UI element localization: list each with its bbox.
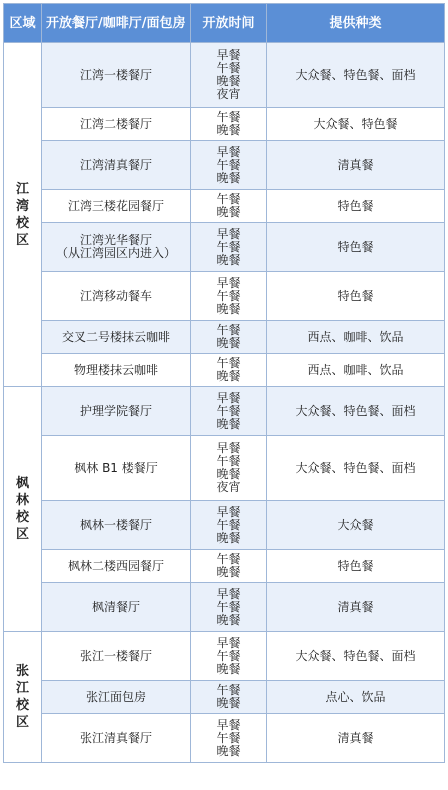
venue-name: 江湾三楼花园餐厅 bbox=[67, 198, 164, 213]
venue-cell bbox=[42, 632, 191, 681]
meal-time: 早餐 bbox=[216, 390, 241, 405]
meal-time: 午餐 bbox=[216, 454, 241, 468]
venue-name: 枫林二楼西园餐厅 bbox=[67, 558, 164, 573]
meal-time: 午餐 bbox=[216, 157, 241, 172]
meal-time: 晚餐 bbox=[216, 743, 241, 758]
meal-time: 夜宵 bbox=[216, 480, 241, 494]
meal-time: 晚餐 bbox=[216, 467, 241, 481]
campus-name-char: 江 bbox=[15, 681, 29, 696]
hours-cell bbox=[191, 436, 267, 501]
table-row bbox=[4, 321, 445, 354]
meal-time: 午餐 bbox=[216, 730, 241, 745]
campus-cell bbox=[4, 43, 42, 387]
types-cell: 大众餐、特色餐、面档 bbox=[267, 436, 445, 501]
meal-time: 午餐 bbox=[216, 61, 241, 75]
hours-cell bbox=[191, 583, 267, 632]
hours-cell bbox=[191, 43, 267, 108]
meal-time: 早餐 bbox=[216, 441, 241, 455]
venue-name: 江湾一楼餐厅 bbox=[79, 67, 152, 82]
campus-name-char: 校 bbox=[15, 215, 29, 231]
campus-name-char: 林 bbox=[15, 493, 29, 508]
venue-cell bbox=[42, 387, 191, 436]
types-cell: 西点、咖啡、饮品 bbox=[267, 321, 445, 354]
venue-cell bbox=[42, 43, 191, 108]
venue-cell bbox=[42, 190, 191, 223]
meal-time: 午餐 bbox=[216, 192, 241, 206]
campus-name-char: 区 bbox=[15, 527, 29, 542]
meal-time: 晚餐 bbox=[216, 123, 241, 137]
table-row bbox=[4, 43, 445, 108]
meal-time: 晚餐 bbox=[216, 170, 241, 185]
meal-time: 夜宵 bbox=[216, 87, 241, 101]
venue-cell bbox=[42, 141, 191, 190]
meal-time: 晚餐 bbox=[216, 416, 241, 431]
hours-cell bbox=[191, 354, 267, 387]
venue-cell bbox=[42, 714, 191, 763]
venue-cell bbox=[42, 550, 191, 583]
venue-name: 江湾清真餐厅 bbox=[79, 157, 152, 172]
meal-time: 早餐 bbox=[216, 226, 241, 241]
canteen-table bbox=[3, 3, 445, 763]
campus-name-char: 枫 bbox=[15, 476, 29, 491]
venue-name: 物理楼抹云咖啡 bbox=[73, 362, 158, 377]
hours-cell bbox=[191, 632, 267, 681]
venue-cell bbox=[42, 223, 191, 272]
meal-time: 午餐 bbox=[216, 552, 241, 566]
hours-cell bbox=[191, 681, 267, 714]
campus-cell bbox=[4, 632, 42, 763]
header-venue: 开放餐厅/咖啡厅/面包房 bbox=[42, 4, 191, 43]
meal-time: 晚餐 bbox=[216, 696, 241, 710]
table-row bbox=[4, 108, 445, 141]
meal-time: 午餐 bbox=[216, 517, 241, 532]
meal-time: 晚餐 bbox=[216, 252, 241, 267]
campus-name-char: 湾 bbox=[15, 198, 29, 214]
types-cell: 特色餐 bbox=[267, 272, 445, 321]
campus-cell bbox=[4, 387, 42, 632]
meal-time: 午餐 bbox=[216, 403, 241, 418]
meal-time: 晚餐 bbox=[216, 661, 241, 676]
venue-cell bbox=[42, 681, 191, 714]
meal-time: 早餐 bbox=[216, 504, 241, 519]
meal-time: 午餐 bbox=[216, 599, 241, 614]
header-hours: 开放时间 bbox=[191, 4, 267, 43]
meal-time: 午餐 bbox=[216, 683, 241, 697]
hours-cell bbox=[191, 272, 267, 321]
hours-cell bbox=[191, 223, 267, 272]
hours-cell bbox=[191, 321, 267, 354]
header-row bbox=[4, 4, 445, 43]
venue-cell bbox=[42, 436, 191, 501]
meal-time: 午餐 bbox=[216, 239, 241, 254]
meal-time: 早餐 bbox=[216, 635, 241, 650]
meal-time: 晚餐 bbox=[216, 74, 241, 88]
types-cell: 特色餐 bbox=[267, 190, 445, 223]
venue-cell bbox=[42, 108, 191, 141]
venue-name: 交叉二号楼抹云咖啡 bbox=[61, 329, 170, 344]
meal-time: 午餐 bbox=[216, 323, 241, 337]
table-row bbox=[4, 714, 445, 763]
types-cell: 清真餐 bbox=[267, 141, 445, 190]
campus-name-char: 江 bbox=[15, 181, 29, 197]
types-cell: 点心、饮品 bbox=[267, 681, 445, 714]
venue-name: 枫林一楼餐厅 bbox=[79, 517, 152, 532]
table-body bbox=[4, 43, 445, 763]
venue-name: 江湾移动餐车 bbox=[79, 288, 152, 303]
types-cell: 特色餐 bbox=[267, 550, 445, 583]
types-cell: 清真餐 bbox=[267, 714, 445, 763]
table-row bbox=[4, 436, 445, 501]
venue-name: 护理学院餐厅 bbox=[79, 403, 152, 418]
campus-name-char: 区 bbox=[15, 715, 29, 730]
table-row bbox=[4, 501, 445, 550]
table-row bbox=[4, 583, 445, 632]
table-row bbox=[4, 550, 445, 583]
meal-time: 早餐 bbox=[216, 144, 241, 159]
venue-name: 张江面包房 bbox=[85, 689, 146, 704]
hours-cell bbox=[191, 108, 267, 141]
table-row bbox=[4, 141, 445, 190]
table-row bbox=[4, 387, 445, 436]
meal-time: 晚餐 bbox=[216, 369, 241, 383]
meal-time: 午餐 bbox=[216, 648, 241, 663]
table-row bbox=[4, 354, 445, 387]
hours-cell bbox=[191, 501, 267, 550]
meal-time: 早餐 bbox=[216, 586, 241, 601]
meal-time: 早餐 bbox=[216, 275, 241, 290]
meal-time: 早餐 bbox=[216, 48, 241, 62]
table-row bbox=[4, 681, 445, 714]
meal-time: 午餐 bbox=[216, 110, 241, 124]
meal-time: 午餐 bbox=[216, 288, 241, 303]
campus-name-char: 校 bbox=[15, 698, 29, 713]
hours-cell bbox=[191, 550, 267, 583]
types-cell: 大众餐、特色餐、面档 bbox=[267, 632, 445, 681]
hours-cell bbox=[191, 387, 267, 436]
types-cell: 大众餐 bbox=[267, 501, 445, 550]
venue-name: 张江一楼餐厅 bbox=[79, 648, 152, 663]
hours-cell bbox=[191, 190, 267, 223]
meal-time: 晚餐 bbox=[216, 565, 241, 579]
meal-time: 午餐 bbox=[216, 356, 241, 370]
meal-time: 晚餐 bbox=[216, 336, 241, 350]
campus-name-char: 张 bbox=[15, 664, 29, 679]
meal-time: 晚餐 bbox=[216, 301, 241, 316]
venue-cell bbox=[42, 583, 191, 632]
meal-time: 早餐 bbox=[216, 717, 241, 732]
types-cell: 大众餐、特色餐、面档 bbox=[267, 43, 445, 108]
venue-name: 江湾光华餐厅 bbox=[79, 233, 152, 247]
meal-time: 晚餐 bbox=[216, 205, 241, 219]
table-row bbox=[4, 223, 445, 272]
venue-name: （从江湾园区内进入） bbox=[55, 246, 176, 260]
header-types: 提供种类 bbox=[267, 4, 445, 43]
types-cell: 清真餐 bbox=[267, 583, 445, 632]
types-cell: 大众餐、特色餐 bbox=[267, 108, 445, 141]
table-row bbox=[4, 190, 445, 223]
header-campus: 区域 bbox=[4, 4, 42, 43]
venue-name: 江湾二楼餐厅 bbox=[79, 116, 152, 131]
meal-time: 晚餐 bbox=[216, 612, 241, 627]
table-row bbox=[4, 272, 445, 321]
venue-cell bbox=[42, 354, 191, 387]
table-row bbox=[4, 632, 445, 681]
campus-name-char: 区 bbox=[15, 232, 29, 248]
types-cell: 大众餐、特色餐、面档 bbox=[267, 387, 445, 436]
venue-cell bbox=[42, 272, 191, 321]
campus-name-char: 校 bbox=[15, 510, 29, 525]
meal-time: 晚餐 bbox=[216, 530, 241, 545]
hours-cell bbox=[191, 141, 267, 190]
types-cell: 特色餐 bbox=[267, 223, 445, 272]
hours-cell bbox=[191, 714, 267, 763]
venue-cell bbox=[42, 321, 191, 354]
venue-name: 张江清真餐厅 bbox=[79, 730, 152, 745]
types-cell: 西点、咖啡、饮品 bbox=[267, 354, 445, 387]
venue-name: 枫清餐厅 bbox=[91, 599, 140, 614]
venue-cell bbox=[42, 501, 191, 550]
venue-name: 枫林 B1 楼餐厅 bbox=[74, 460, 158, 475]
